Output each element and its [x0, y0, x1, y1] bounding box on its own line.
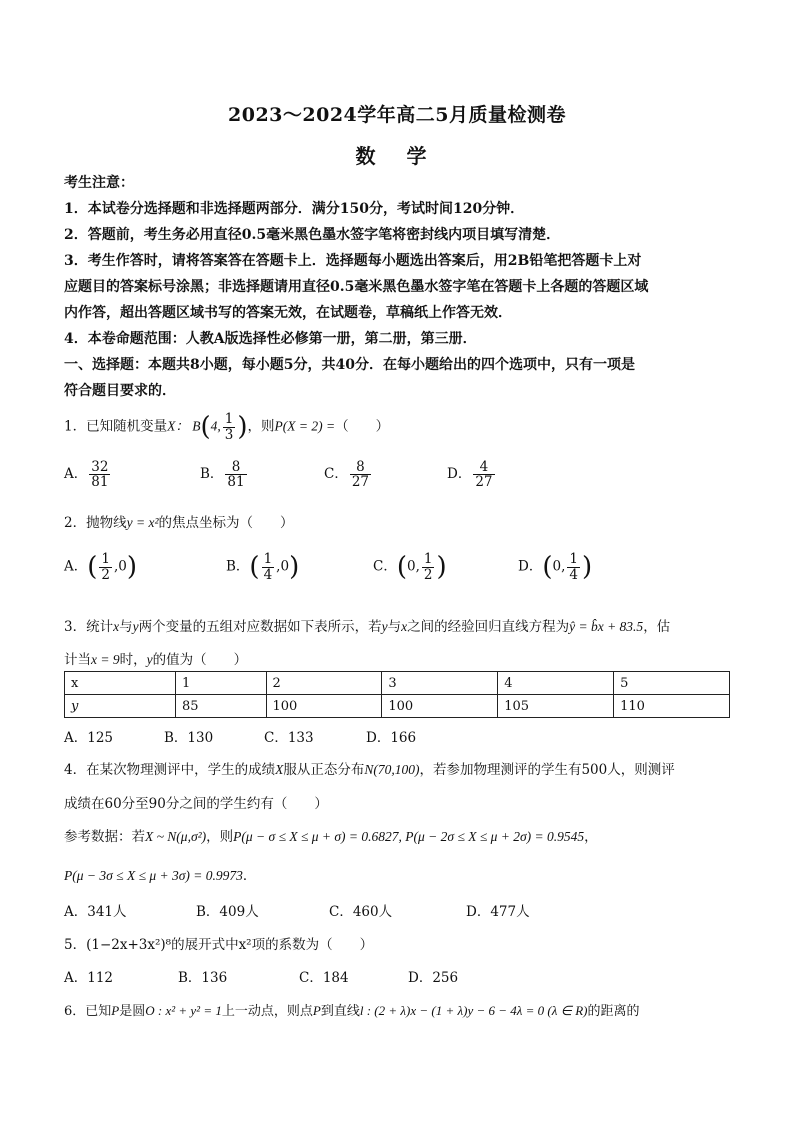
notice-item-4: 4．本卷命题范围：人教A版选择性必修第一册，第二册，第三册．	[64, 331, 477, 347]
q3-option-c[interactable]: C．133	[264, 730, 314, 746]
q1-option-c[interactable]: C． $\frac{8}{27}$	[324, 459, 370, 491]
page-title: 2023～2024学年高二5月质量检测卷	[228, 104, 566, 126]
question-2: 2．抛物线y = x²的焦点坐标为（ ）	[64, 515, 294, 531]
q5-option-d[interactable]: D．256	[408, 970, 459, 986]
data-table	[64, 671, 730, 718]
table-cell: 105	[498, 695, 614, 718]
q1-option-d[interactable]: D． $\frac{4}{27}$	[447, 459, 493, 491]
q5-option-a[interactable]: A．112	[64, 970, 114, 986]
notice-item-3-cont: 应题目的答案标号涂黑；非选择题请用直径0.5毫米黑色墨水签字笔在答题卡上各题的答题区域	[64, 279, 649, 295]
q4-option-a[interactable]: A．341人	[64, 904, 127, 920]
table-cell: x	[65, 672, 176, 695]
q4-option-b[interactable]: B．409人	[196, 904, 259, 920]
table-cell: 100	[382, 695, 498, 718]
notice-heading: 考生注意：	[64, 175, 134, 191]
q4-option-d[interactable]: D．477人	[466, 904, 530, 920]
question-5: 5．(1−2x+3x²)⁸的展开式中x²项的系数为（ ）	[64, 937, 374, 953]
table-row	[65, 695, 730, 718]
q2-option-a[interactable]: A．( $\frac{1}{2}$ ,0)	[64, 551, 138, 583]
notice-item-1: 1．本试卷分选择题和非选择题两部分．满分150分，考试时间120分钟．	[64, 201, 525, 217]
table-cell: 2	[266, 672, 382, 695]
question-3: 3．统计x与y两个变量的五组对应数据如下表所示，若y与x之间的经验回归直线方程为ŷ = b̂x + 83.5，估	[64, 619, 671, 635]
table-cell: 5	[614, 672, 730, 695]
question-6: 6．已知P是圆O : x² + y² = 1上一动点，则点P到直线l : (2 + λ)x − (1 + λ)y − 6 − 4λ = 0 (λ ∈ R)的距离的	[64, 1003, 640, 1019]
q4-option-c[interactable]: C．460人	[329, 904, 393, 920]
table-cell: 85	[176, 695, 267, 718]
table-cell: 3	[382, 672, 498, 695]
q5-option-c[interactable]: C．184	[299, 970, 349, 986]
q2-option-b[interactable]: B．( $\frac{1}{4}$ ,0)	[226, 551, 300, 583]
table-cell: 1	[176, 672, 267, 695]
table-cell: 4	[498, 672, 614, 695]
q2-option-d[interactable]: D．(0, $\frac{1}{4}$ )	[518, 551, 593, 583]
q3-option-d[interactable]: D．166	[366, 730, 417, 746]
reference-data-cont: P(μ − 3σ ≤ X ≤ μ + 3σ) = 0.9973．	[64, 868, 257, 884]
section-heading-cont: 符合题目要求的．	[64, 383, 176, 399]
reference-data: 参考数据：若X ~ N(μ,σ²)，则P(μ − σ ≤ X ≤ μ + σ) = 0.6827, P(μ − 2σ ≤ X ≤ μ + 2σ) = 0.9545，	[64, 829, 598, 845]
q1-option-a[interactable]: A． $\frac{32}{81}$	[64, 459, 109, 491]
q3-option-b[interactable]: B．130	[164, 730, 214, 746]
question-4: 4．在某次物理测评中，学生的成绩X服从正态分布N(70,100)，若参加物理测评的学生有500人，则测评	[64, 762, 675, 778]
table-row	[65, 672, 730, 695]
q2-option-c[interactable]: C．(0, $\frac{1}{2}$ )	[373, 551, 447, 583]
q3-option-a[interactable]: A．125	[64, 730, 114, 746]
notice-item-2: 2．答题前，考生务必用直径0.5毫米黑色墨水签字笔将密封线内项目填写清楚．	[64, 227, 561, 243]
table-cell: y	[65, 695, 176, 718]
question-1: 1．已知随机变量X： B(4, $\frac{1}{3}$ )，则P(X = 2) =（ ）	[64, 411, 390, 443]
question-3-cont: 计当x = 9时，y的值为（ ）	[64, 652, 248, 668]
q5-option-b[interactable]: B．136	[178, 970, 228, 986]
question-4-cont: 成绩在60分至90分之间的学生约有（ ）	[64, 796, 328, 812]
notice-item-3-end: 内作答，超出答题区域书写的答案无效，在试题卷，草稿纸上作答无效．	[64, 305, 512, 321]
q1-option-b[interactable]: B． $\frac{8}{81}$	[200, 459, 245, 491]
subject-title: 数 学	[355, 144, 439, 168]
table-cell: 100	[266, 695, 382, 718]
table-cell: 110	[614, 695, 730, 718]
section-heading: 一、选择题：本题共8小题，每小题5分，共40分．在每小题给出的四个选项中，只有一项是	[64, 357, 635, 373]
notice-item-3: 3．考生作答时，请将答案答在答题卡上．选择题每小题选出答案后，用2B铅笔把答题卡上对	[64, 253, 642, 269]
